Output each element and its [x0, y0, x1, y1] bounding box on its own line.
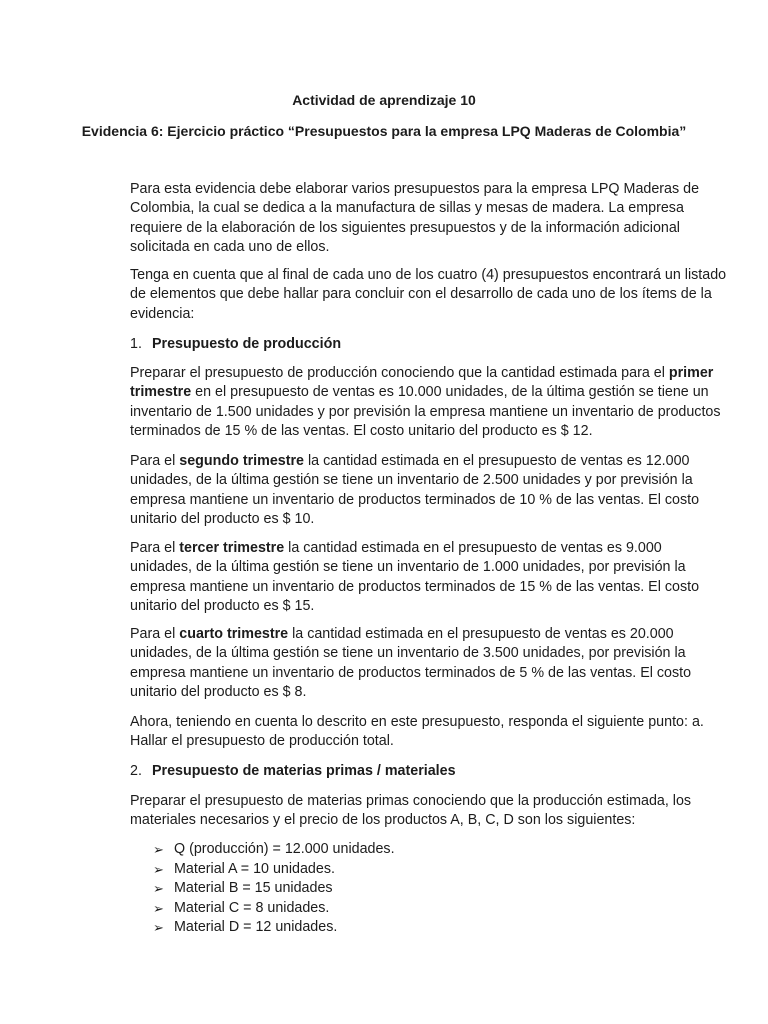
arrow-bullet-icon: ➢ [153, 900, 164, 916]
text-line: inventario de 1.500 unidades y por previsión la empresa mantiene un inventario de productos [130, 403, 721, 420]
arrow-bullet-icon: ➢ [153, 920, 164, 935]
text-line: unidades, de la última gestión se tiene un inventario de 3.500 unidades, por previsión la [130, 645, 686, 662]
section-2-heading [130, 762, 456, 781]
text-run: la cantidad estimada en el presupuesto de ventas es 9.000 [284, 540, 662, 556]
text-line: Colombia, la cual se dedica a la manufactura de sillas y mesas de madera. La empresa [130, 200, 684, 217]
list-item [153, 918, 395, 938]
text-line: terminados de 15 % de las ventas. El costo unitario del producto es $ 12. [130, 422, 593, 439]
text-line: unitario del producto es $ 15. [130, 597, 315, 614]
arrow-bullet-icon: ➢ [153, 861, 164, 877]
list-item [153, 879, 395, 899]
text-line: empresa mantiene un inventario de productos terminados de 15 % de las ventas. El costo [130, 578, 700, 595]
text-line: Hallar el presupuesto de producción total. [130, 733, 394, 750]
text-run: Para el [130, 626, 180, 642]
section-title: Presupuesto de materias primas / materiales [152, 763, 456, 779]
list-item-text: Material A = 10 unidades. [174, 860, 335, 877]
text-line: evidencia: [130, 305, 195, 322]
text-line: requiere de la elaboración de los siguientes presupuestos y de la información adicional [130, 219, 680, 236]
text-line: empresa mantiene un inventario de productos terminados de 10 % de las ventas. El costo [130, 491, 700, 508]
list-item [153, 899, 395, 919]
bold-term: primer [668, 365, 714, 381]
text-line: unidades, de la última gestión se tiene un inventario de 1.000 unidades, por previsión la [130, 559, 686, 576]
text-run: la cantidad estimada en el presupuesto de ventas es 12.000 [304, 453, 690, 469]
list-item [153, 840, 395, 860]
text-run: Para el [130, 540, 180, 556]
text-line: solicitada en cada uno de ellos. [130, 238, 330, 255]
intro-paragraph-2 [130, 266, 726, 324]
section-1-paragraph-4 [130, 625, 691, 702]
text-line: Para esta evidencia debe elaborar varios presupuestos para la empresa LPQ Maderas de [130, 181, 700, 197]
document-subtitle: Evidencia 6: Ejercicio práctico “Presupuestos para la empresa LPQ Maderas de Colombia” [81, 123, 687, 139]
text-line [130, 383, 721, 402]
list-item-text: Material D = 12 unidades. [174, 919, 338, 935]
list-item-text: Material C = 8 unidades. [174, 899, 330, 916]
bold-term: cuarto trimestre [179, 626, 289, 642]
text-line: unitario del producto es $ 10. [130, 510, 315, 527]
text-line: empresa mantiene un inventario de productos terminados de 5 % de las ventas. El costo [130, 664, 692, 681]
bold-term: tercer trimestre [179, 540, 285, 556]
section-title: Presupuesto de producción [152, 336, 342, 352]
text-run: Preparar el presupuesto de producción conociendo que la cantidad estimada para el [130, 365, 669, 381]
text-run: la cantidad estimada en el presupuesto de ventas es 20.000 [288, 626, 674, 642]
document-title: Actividad de aprendizaje 10 [292, 92, 476, 108]
bold-term: trimestre [130, 384, 192, 401]
text-line: de elementos que debe hallar para concluir con el desarrollo de cada uno de los ítems de la [130, 286, 712, 303]
section-1-paragraph-3 [130, 539, 699, 616]
text-run: Para el [130, 453, 180, 469]
text-line [130, 364, 721, 383]
list-item-text: Material B = 15 unidades [174, 880, 333, 896]
text-line: unidades, de la última gestión se tiene un inventario de 2.500 unidades y por previsión la [130, 472, 693, 489]
text-run: en el presupuesto de ventas es 10.000 unidades, de la última gestión se tiene un [191, 384, 709, 401]
section-number: 1. [130, 336, 142, 352]
text-line [130, 625, 691, 644]
text-line: materiales necesarios y el precio de los productos A, B, C, D son los siguientes: [130, 812, 636, 829]
section-1-paragraph-5 [130, 713, 704, 752]
section-1-paragraph-2 [130, 452, 699, 529]
text-line: unitario del producto es $ 8. [130, 683, 307, 700]
list-item [153, 860, 395, 880]
bold-term: segundo trimestre [179, 453, 305, 469]
text-line: Ahora, teniendo en cuenta lo descrito en este presupuesto, responda el siguiente punto: a. [130, 714, 704, 730]
section-number: 2. [130, 763, 142, 779]
section-1-paragraph-1 [130, 364, 721, 441]
arrow-bullet-icon: ➢ [153, 881, 164, 896]
intro-paragraph-1 [130, 180, 699, 257]
section-1-heading [130, 335, 341, 354]
text-line [130, 452, 699, 471]
list-item-text: Q (producción) = 12.000 unidades. [174, 841, 395, 857]
text-line: Tenga en cuenta que al final de cada uno de los cuatro (4) presupuestos encontrará un listado [130, 267, 727, 283]
text-line [130, 539, 699, 558]
text-line: Preparar el presupuesto de materias primas conociendo que la producción estimada, los [130, 793, 692, 809]
arrow-bullet-icon: ➢ [153, 842, 164, 857]
section-2-paragraph-1 [130, 792, 691, 831]
materials-list [153, 840, 395, 938]
